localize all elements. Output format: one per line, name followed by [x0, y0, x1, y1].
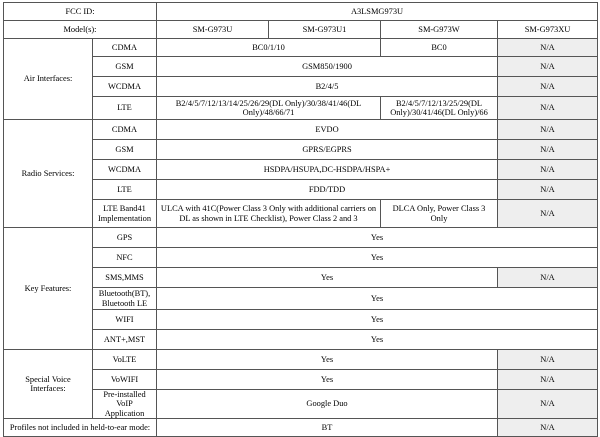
feature-bluetooth-row: [4, 288, 598, 310]
feature-ant-row: [4, 330, 598, 350]
spec-table: [3, 2, 598, 437]
row-label: Bluetooth(BT), Bluetooth LE: [93, 288, 157, 310]
value-cell: B2/4/5/7/12/13/14/25/26/29(DL Only)/30/38/41/46(DL Only)/48/66/71: [157, 97, 381, 120]
na-cell: N/A: [498, 57, 598, 77]
row-label: WIFI: [93, 310, 157, 330]
na-cell: N/A: [498, 370, 598, 390]
models-row: [4, 21, 598, 39]
value-cell: Yes: [157, 370, 498, 390]
air-interfaces-group: Air Interfaces:: [4, 39, 93, 120]
row-label: VoWIFI: [93, 370, 157, 390]
na-cell: N/A: [498, 419, 598, 437]
special-voice-group: Special Voice Interfaces:: [4, 350, 93, 419]
row-label: Pre-installed VoIP Application: [93, 390, 157, 419]
row-label: GPS: [93, 228, 157, 248]
value-cell: GPRS/EGPRS: [157, 140, 498, 160]
value-cell: BC0: [381, 39, 498, 57]
model-header: SM-G973U1: [269, 21, 381, 39]
radio-cdma-row: [4, 120, 598, 140]
voice-voip-row: [4, 390, 598, 419]
row-label: NFC: [93, 248, 157, 268]
fcc-id-row: [4, 3, 598, 21]
na-cell: N/A: [498, 160, 598, 180]
row-label: ANT+,MST: [93, 330, 157, 350]
value-cell: Yes: [157, 310, 598, 330]
model-header: SM-G973W: [381, 21, 498, 39]
value-cell: Yes: [157, 268, 498, 288]
na-cell: N/A: [498, 97, 598, 120]
radio-wcdma-row: [4, 160, 598, 180]
value-cell: EVDO: [157, 120, 498, 140]
air-wcdma-row: [4, 77, 598, 97]
radio-services-group: Radio Services:: [4, 120, 93, 228]
row-label: LTE: [93, 180, 157, 200]
feature-gps-row: [4, 228, 598, 248]
fcc-id-value: A3LSMG973U: [157, 3, 598, 21]
fcc-id-label: FCC ID:: [4, 3, 157, 21]
na-cell: N/A: [498, 180, 598, 200]
value-cell: Yes: [157, 350, 498, 370]
na-cell: N/A: [498, 120, 598, 140]
value-cell: FDD/TDD: [157, 180, 498, 200]
value-cell: Google Duo: [157, 390, 498, 419]
model-header: SM-G973U: [157, 21, 269, 39]
na-cell: N/A: [498, 140, 598, 160]
profiles-label: Profiles not included in held-to-ear mode:: [4, 419, 157, 437]
air-cdma-row: [4, 39, 598, 57]
value-cell: Yes: [157, 288, 598, 310]
row-label: CDMA: [93, 120, 157, 140]
value-cell: B2/4/5: [157, 77, 498, 97]
value-cell: BT: [157, 419, 498, 437]
na-cell: N/A: [498, 39, 598, 57]
profiles-row: [4, 419, 598, 437]
value-cell: GSM850/1900: [157, 57, 498, 77]
na-cell: N/A: [498, 390, 598, 419]
voice-volte-row: [4, 350, 598, 370]
value-cell: BC0/1/10: [157, 39, 381, 57]
row-label: GSM: [93, 57, 157, 77]
row-label: WCDMA: [93, 160, 157, 180]
radio-gsm-row: [4, 140, 598, 160]
na-cell: N/A: [498, 350, 598, 370]
air-gsm-row: [4, 57, 598, 77]
row-label: GSM: [93, 140, 157, 160]
value-cell: HSDPA/HSUPA,DC-HSDPA/HSPA+: [157, 160, 498, 180]
value-cell: Yes: [157, 330, 598, 350]
radio-band41-row: [4, 200, 598, 228]
air-lte-row: [4, 97, 598, 120]
model-header: SM-G973XU: [498, 21, 598, 39]
models-label: Model(s):: [4, 21, 157, 39]
na-cell: N/A: [498, 200, 598, 228]
value-cell: B2/4/5/7/12/13/25/29(DL Only)/30/41/46(DL Only)/66: [381, 97, 498, 120]
key-features-group: Key Features:: [4, 228, 93, 350]
row-label: LTE: [93, 97, 157, 120]
feature-wifi-row: [4, 310, 598, 330]
row-label: LTE Band41 Implementation: [93, 200, 157, 228]
voice-vowifi-row: [4, 370, 598, 390]
radio-lte-row: [4, 180, 598, 200]
value-cell: ULCA with 41C(Power Class 3 Only with additional carriers on DL as shown in LTE Checklist), Power Class 2 and 3: [157, 200, 381, 228]
value-cell: DLCA Only, Power Class 3 Only: [381, 200, 498, 228]
na-cell: N/A: [498, 77, 598, 97]
feature-nfc-row: [4, 248, 598, 268]
value-cell: Yes: [157, 228, 598, 248]
feature-sms-row: [4, 268, 598, 288]
row-label: SMS,MMS: [93, 268, 157, 288]
row-label: CDMA: [93, 39, 157, 57]
na-cell: N/A: [498, 268, 598, 288]
row-label: WCDMA: [93, 77, 157, 97]
row-label: VoLTE: [93, 350, 157, 370]
value-cell: Yes: [157, 248, 598, 268]
